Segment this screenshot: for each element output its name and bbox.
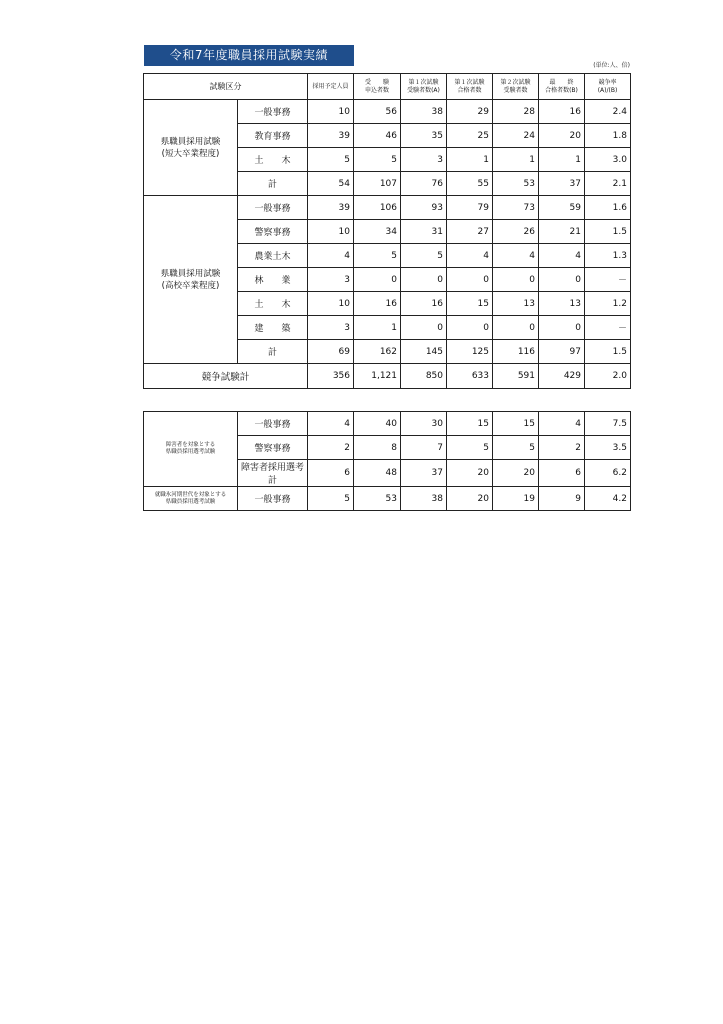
table-cell: 0 bbox=[401, 268, 447, 292]
exam-results-table bbox=[143, 73, 631, 389]
table-cell: 20 bbox=[447, 460, 493, 487]
table-cell: 29 bbox=[447, 100, 493, 124]
table-cell: 27 bbox=[447, 220, 493, 244]
table-cell: 5 bbox=[308, 487, 354, 511]
row-category: 一般事務 bbox=[238, 487, 308, 511]
table-cell: 10 bbox=[308, 220, 354, 244]
header-second-exam: 第２次試験 受験者数 bbox=[493, 74, 539, 100]
table-cell: 4 bbox=[447, 244, 493, 268]
table-cell: 9 bbox=[539, 487, 585, 511]
table-cell: 6 bbox=[308, 460, 354, 487]
table-cell: 3 bbox=[401, 148, 447, 172]
table-cell: 0 bbox=[354, 268, 401, 292]
table-cell: － bbox=[585, 268, 631, 292]
table-cell: 429 bbox=[539, 364, 585, 389]
group-label: 県職員採用試験 (高校卒業程度) bbox=[144, 196, 238, 364]
table-cell: 35 bbox=[401, 124, 447, 148]
table-cell: 850 bbox=[401, 364, 447, 389]
table-cell: 30 bbox=[401, 412, 447, 436]
group-label: 就職氷河期世代を対象とする 県職員採用選考試験 bbox=[144, 487, 238, 511]
table-cell: 39 bbox=[308, 196, 354, 220]
table-cell: 37 bbox=[401, 460, 447, 487]
table-cell: 25 bbox=[447, 124, 493, 148]
table-cell: 56 bbox=[354, 100, 401, 124]
table-cell: 15 bbox=[493, 412, 539, 436]
table-cell: 20 bbox=[447, 487, 493, 511]
header-applicants: 受 験 申込者数 bbox=[354, 74, 401, 100]
table-cell: 107 bbox=[354, 172, 401, 196]
table-cell: 1.8 bbox=[585, 124, 631, 148]
table-cell: 2.4 bbox=[585, 100, 631, 124]
row-category: 障害者採用選考計 bbox=[238, 460, 308, 487]
table-cell: 19 bbox=[493, 487, 539, 511]
table-cell: 162 bbox=[354, 340, 401, 364]
table-cell: 106 bbox=[354, 196, 401, 220]
table-cell: 3 bbox=[308, 268, 354, 292]
selection-exam-table bbox=[143, 411, 631, 511]
table-cell: 5 bbox=[401, 244, 447, 268]
row-category: 警察事務 bbox=[238, 220, 308, 244]
table-cell: 55 bbox=[447, 172, 493, 196]
table-cell: 8 bbox=[354, 436, 401, 460]
table-cell: 1 bbox=[354, 316, 401, 340]
table-cell: 59 bbox=[539, 196, 585, 220]
table-cell: 5 bbox=[354, 148, 401, 172]
table-cell: 4 bbox=[493, 244, 539, 268]
row-category: 一般事務 bbox=[238, 196, 308, 220]
table-cell: 46 bbox=[354, 124, 401, 148]
table-cell: 15 bbox=[447, 292, 493, 316]
table-cell: 69 bbox=[308, 340, 354, 364]
table-row bbox=[144, 100, 631, 124]
table-cell: 16 bbox=[539, 100, 585, 124]
table-cell: 5 bbox=[308, 148, 354, 172]
table-cell: 54 bbox=[308, 172, 354, 196]
row-category: 土 木 bbox=[238, 148, 308, 172]
table-cell: 0 bbox=[493, 268, 539, 292]
table-cell: 2.0 bbox=[585, 364, 631, 389]
header-first-pass: 第１次試験 合格者数 bbox=[447, 74, 493, 100]
table-cell: 16 bbox=[401, 292, 447, 316]
table-cell: 15 bbox=[447, 412, 493, 436]
table-cell: 1.2 bbox=[585, 292, 631, 316]
table-cell: 1.5 bbox=[585, 220, 631, 244]
table-cell: 24 bbox=[493, 124, 539, 148]
table-cell: 4 bbox=[539, 412, 585, 436]
table-cell: 1.3 bbox=[585, 244, 631, 268]
table-cell: 79 bbox=[447, 196, 493, 220]
row-category: 建 築 bbox=[238, 316, 308, 340]
table-cell: 0 bbox=[493, 316, 539, 340]
table-cell: 16 bbox=[354, 292, 401, 316]
table-cell: 5 bbox=[354, 244, 401, 268]
row-category: 土 木 bbox=[238, 292, 308, 316]
row-category: 林 業 bbox=[238, 268, 308, 292]
table-cell: 13 bbox=[539, 292, 585, 316]
table-cell: 4.2 bbox=[585, 487, 631, 511]
table-cell: 13 bbox=[493, 292, 539, 316]
table-cell: 40 bbox=[354, 412, 401, 436]
table-cell: 20 bbox=[539, 124, 585, 148]
row-category: 計 bbox=[238, 172, 308, 196]
table-cell: 1.6 bbox=[585, 196, 631, 220]
table-cell: 5 bbox=[447, 436, 493, 460]
table-cell: 31 bbox=[401, 220, 447, 244]
table-cell: 356 bbox=[308, 364, 354, 389]
table-cell: 48 bbox=[354, 460, 401, 487]
table-row bbox=[144, 487, 631, 511]
row-category: 計 bbox=[238, 340, 308, 364]
table-cell: 26 bbox=[493, 220, 539, 244]
table-cell: 1 bbox=[447, 148, 493, 172]
table-cell: 2 bbox=[308, 436, 354, 460]
group-label: 県職員採用試験 (短大卒業程度) bbox=[144, 100, 238, 196]
table-cell: 6.2 bbox=[585, 460, 631, 487]
table-cell: 0 bbox=[401, 316, 447, 340]
header-first-exam: 第１次試験 受験者数(A) bbox=[401, 74, 447, 100]
table-cell: 0 bbox=[447, 316, 493, 340]
table-cell: － bbox=[585, 316, 631, 340]
table-cell: 53 bbox=[493, 172, 539, 196]
table-cell: 633 bbox=[447, 364, 493, 389]
table-row bbox=[144, 196, 631, 220]
group-label: 障害者を対象とする 県職員採用選考試験 bbox=[144, 412, 238, 487]
table-cell: 28 bbox=[493, 100, 539, 124]
table-cell: 1 bbox=[539, 148, 585, 172]
table-cell: 591 bbox=[493, 364, 539, 389]
table-cell: 73 bbox=[493, 196, 539, 220]
table-cell: 34 bbox=[354, 220, 401, 244]
table-cell: 4 bbox=[308, 412, 354, 436]
page-title: 令和7年度職員採用試験実績 bbox=[144, 45, 354, 66]
header-ratio: 競争率 (A)/(B) bbox=[585, 74, 631, 100]
table-cell: 38 bbox=[401, 487, 447, 511]
table-cell: 1.5 bbox=[585, 340, 631, 364]
row-category: 教育事務 bbox=[238, 124, 308, 148]
table-cell: 2 bbox=[539, 436, 585, 460]
total-row bbox=[144, 364, 631, 389]
table-cell: 7.5 bbox=[585, 412, 631, 436]
header-planned: 採用予定人員 bbox=[308, 74, 354, 100]
table-cell: 10 bbox=[308, 292, 354, 316]
table-cell: 93 bbox=[401, 196, 447, 220]
table-cell: 0 bbox=[539, 268, 585, 292]
table-cell: 97 bbox=[539, 340, 585, 364]
table-cell: 3.0 bbox=[585, 148, 631, 172]
header-category: 試験区分 bbox=[144, 74, 308, 100]
table-cell: 5 bbox=[493, 436, 539, 460]
table-cell: 21 bbox=[539, 220, 585, 244]
table-cell: 4 bbox=[539, 244, 585, 268]
table-cell: 0 bbox=[447, 268, 493, 292]
table-cell: 1,121 bbox=[354, 364, 401, 389]
table-cell: 39 bbox=[308, 124, 354, 148]
table-cell: 3 bbox=[308, 316, 354, 340]
table-cell: 20 bbox=[493, 460, 539, 487]
row-category: 一般事務 bbox=[238, 100, 308, 124]
total-label: 競争試験計 bbox=[144, 364, 308, 389]
table-cell: 145 bbox=[401, 340, 447, 364]
table-cell: 0 bbox=[539, 316, 585, 340]
table-cell: 38 bbox=[401, 100, 447, 124]
table-cell: 3.5 bbox=[585, 436, 631, 460]
table-cell: 2.1 bbox=[585, 172, 631, 196]
table-cell: 6 bbox=[539, 460, 585, 487]
table-cell: 4 bbox=[308, 244, 354, 268]
row-category: 農業土木 bbox=[238, 244, 308, 268]
row-category: 一般事務 bbox=[238, 412, 308, 436]
header-row bbox=[144, 74, 631, 100]
table-cell: 7 bbox=[401, 436, 447, 460]
row-category: 警察事務 bbox=[238, 436, 308, 460]
table-cell: 116 bbox=[493, 340, 539, 364]
table-cell: 1 bbox=[493, 148, 539, 172]
table-cell: 53 bbox=[354, 487, 401, 511]
table-cell: 10 bbox=[308, 100, 354, 124]
table-row bbox=[144, 412, 631, 436]
unit-note: (単位:人、倍) bbox=[593, 62, 630, 69]
table-cell: 37 bbox=[539, 172, 585, 196]
header-final: 最 終 合格者数(B) bbox=[539, 74, 585, 100]
table-cell: 125 bbox=[447, 340, 493, 364]
table-cell: 76 bbox=[401, 172, 447, 196]
